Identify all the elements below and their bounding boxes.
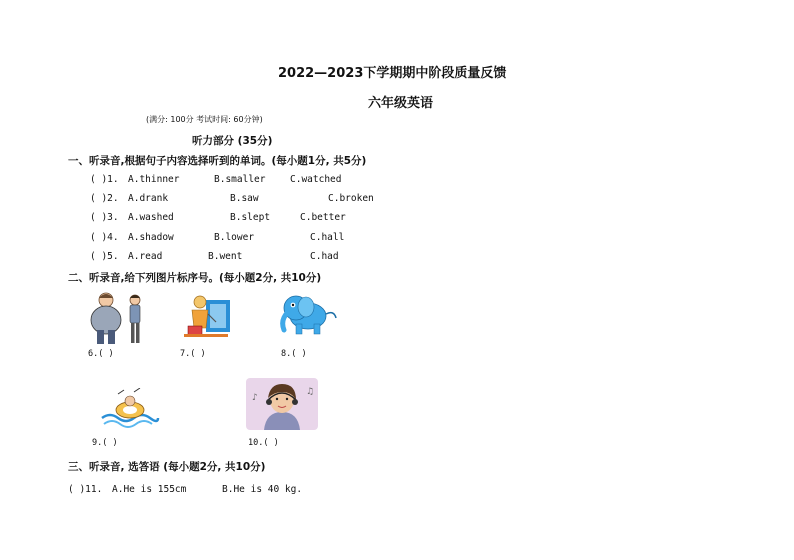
q4-option-b: B.lower — [214, 232, 255, 243]
girl-listening-music-image — [246, 378, 318, 430]
q11-option-a: A.He is 155cm — [112, 484, 187, 495]
fat-man-image — [88, 290, 148, 346]
washing-person-image — [180, 292, 232, 340]
q2-option-b: B.saw — [230, 193, 259, 204]
q3-option-b: B.slept — [230, 212, 271, 223]
q2-option-a: A.drank — [128, 193, 169, 204]
exam-title: 2022—2023下学期期中阶段质量反馈 — [278, 66, 507, 81]
q11-option-b: B.He is 40 kg. — [222, 484, 303, 495]
q4-number: ( )4. — [90, 232, 119, 243]
q1-number: ( )1. — [90, 174, 119, 185]
picture7-label: 7.( ) — [180, 349, 206, 359]
q5-option-c: C.had — [310, 251, 339, 262]
listening-part-heading: 听力部分 (35分) — [192, 135, 273, 147]
svg-text:♪: ♪ — [252, 393, 258, 403]
q3-option-c: C.better — [300, 212, 346, 223]
q11-number: ( )11. — [68, 484, 103, 495]
section2-heading: 二、听录音,给下列图片标序号。(每小题2分, 共10分) — [68, 272, 322, 284]
picture8-label: 8.( ) — [281, 349, 307, 359]
exam-subtitle: 六年级英语 — [368, 96, 434, 111]
q3-option-a: A.washed — [128, 212, 174, 223]
picture10-label: 10.( ) — [248, 438, 279, 448]
exam-meta: (满分: 100分 考试时间: 60分钟) — [146, 115, 263, 124]
q2-number: ( )2. — [90, 193, 119, 204]
q4-option-c: C.hall — [310, 232, 345, 243]
q2-option-c: C.broken — [328, 193, 374, 204]
q1-option-b: B.smaller — [214, 174, 266, 185]
picture6-label: 6.( ) — [88, 349, 114, 359]
q1-option-a: A.thinner — [128, 174, 180, 185]
svg-text:♫: ♫ — [306, 387, 315, 397]
elephant-image — [278, 290, 340, 338]
picture9-label: 9.( ) — [92, 438, 118, 448]
q3-number: ( )3. — [90, 212, 119, 223]
q4-option-a: A.shadow — [128, 232, 174, 243]
q5-option-a: A.read — [128, 251, 163, 262]
q1-option-c: C.watched — [290, 174, 342, 185]
section1-heading: 一、听录音,根据句子内容选择听到的单词。(每小题1分, 共5分) — [68, 155, 367, 167]
q5-number: ( )5. — [90, 251, 119, 262]
q5-option-b: B.went — [208, 251, 243, 262]
section3-heading: 三、听录音, 选答语 (每小题2分, 共10分) — [68, 461, 266, 473]
swimming-person-image — [100, 388, 160, 430]
